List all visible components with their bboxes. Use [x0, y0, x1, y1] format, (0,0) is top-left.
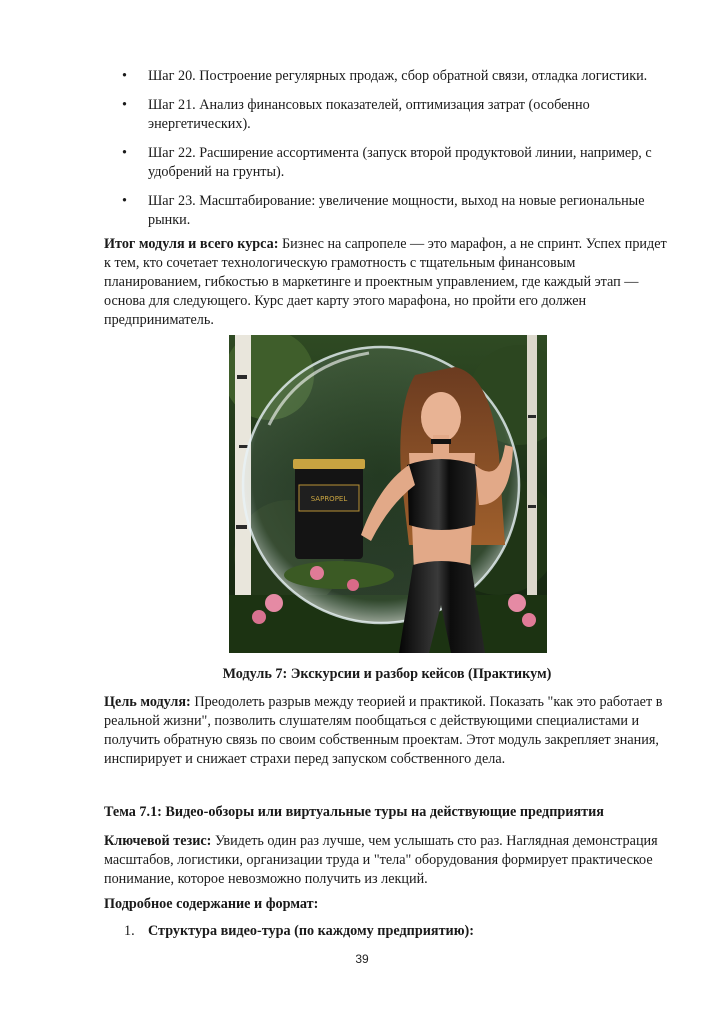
numbered-list [104, 922, 670, 941]
item-text: Структура видео-тура (по каждому предприятию): [148, 923, 474, 939]
step-text: Шаг 21. Анализ финансовых показателей, оптимизация затрат (особенно энергетических). [148, 97, 590, 132]
steps-list [104, 67, 674, 240]
summary-text: Бизнес на сапропеле — это марафон, а не спринт. Успех придет к тем, кто сочетает технологическую грамотность с тщательным финансовым планированием, гибкостью в маркетинге и проектным управлением, где каждый этап — основа для следующего. Курс дает карту этого марафона, но пройти его должен предприниматель. [104, 236, 667, 328]
list-item [104, 67, 674, 86]
illustration-image [229, 335, 547, 653]
goal-text: Преодолеть разрыв между теорией и практикой. Показать "как это работает в реальной жизни", позволить слушателям пообщаться с действующими специалистами и получить обратную связь по своим собственным проектам. Этот модуль закрепляет знания, инспирирует и снижает страхи перед запуском собственного дела. [104, 694, 663, 767]
summary-label: Итог модуля и всего курса: [104, 236, 279, 252]
item-number: 1. [124, 923, 135, 939]
list-item [104, 922, 670, 941]
list-item [104, 144, 674, 182]
module-title: Модуль 7: Экскурсии и разбор кейсов (Практикум) [222, 666, 552, 682]
list-item [104, 192, 674, 230]
thesis-label: Ключевой тезис: [104, 833, 212, 849]
step-text: Шаг 20. Построение регулярных продаж, сбор обратной связи, отладка логистики. [148, 68, 648, 84]
bullet-icon: • [122, 97, 127, 113]
step-text: Шаг 22. Расширение ассортимента (запуск второй продуктовой линии, например, с удобрений на грунты). [148, 145, 652, 180]
thesis-paragraph [104, 832, 670, 889]
bullet-icon: • [122, 68, 127, 84]
jar-label: SAPROPEL [310, 495, 348, 503]
step-text: Шаг 23. Масштабирование: увеличение мощности, выход на новые региональные рынки. [148, 193, 645, 228]
list-item [104, 96, 674, 134]
bullet-icon: • [122, 193, 127, 209]
thesis-text: Увидеть один раз лучше, чем услышать сто раз. Наглядная демонстрация масштабов, логистики, организации труда и "тела" оборудования формирует практическое понимание, которое невозможно получить из лекций. [104, 833, 658, 887]
summary-paragraph [104, 235, 670, 330]
bullet-icon: • [122, 145, 127, 161]
illustration [229, 335, 547, 653]
goal-label: Цель модуля: [104, 694, 191, 710]
topic-title: Тема 7.1: Видео-обзоры или виртуальные туры на действующие предприятия [104, 804, 604, 820]
content-format-heading: Подробное содержание и формат: [104, 896, 319, 912]
goal-paragraph [104, 693, 670, 769]
page-number: 39 [355, 952, 369, 966]
